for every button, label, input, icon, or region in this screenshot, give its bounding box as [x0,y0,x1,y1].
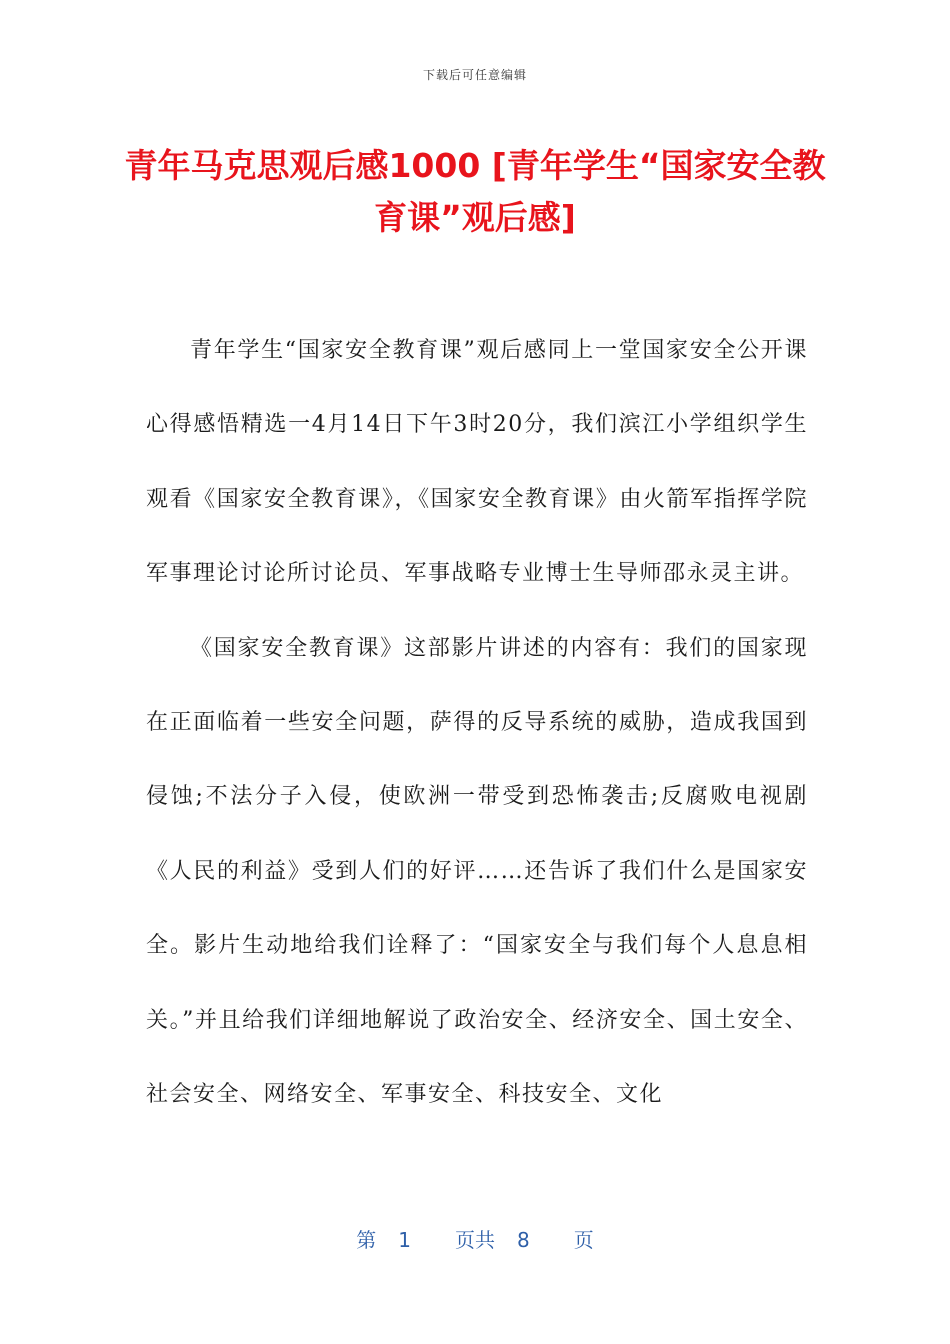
current-page-number: 1 [398,1228,411,1252]
page-prefix: 第 [356,1228,377,1252]
paragraph: 《国家安全教育课》这部影片讲述的内容有：我们的国家现在正面临着一些安全问题，萨得的反导系统的威胁，造成我国到侵蚀;不法分子入侵，使欧洲一带受到恐怖袭击;反腐败电视剧《人民的利益》受到人们的好评……还告诉了我们什么是国家安全。影片生动地给我们诠释了：“国家安全与我们每个人息息相关。”并且给我们详细地解说了政治安全、经济安全、国土安全、社会安全、网络安全、军事安全、科技安全、文化 [146,635,808,1108]
document-body [146,314,808,1132]
total-pages: 8 [517,1228,530,1252]
page-mid: 页共 [455,1228,495,1252]
page-suffix: 页 [573,1228,594,1252]
page-footer [0,1224,950,1253]
paragraph: 青年学生“国家安全教育课”观后感同上一堂国家安全公开课心得感悟精选一4月14日下午3时20分，我们滨江小学组织学生观看《国家安全教育课》，《国家安全教育课》由火箭军指挥学院军事理论讨论所讨论员、军事战略专业博士生导师邵永灵主讲。 [146,338,808,587]
header-note: 下载后可任意编辑 [422,68,527,82]
document-title: 青年马克思观后感1000 [青年学生“国家安全教育课”观后感] [124,146,826,237]
